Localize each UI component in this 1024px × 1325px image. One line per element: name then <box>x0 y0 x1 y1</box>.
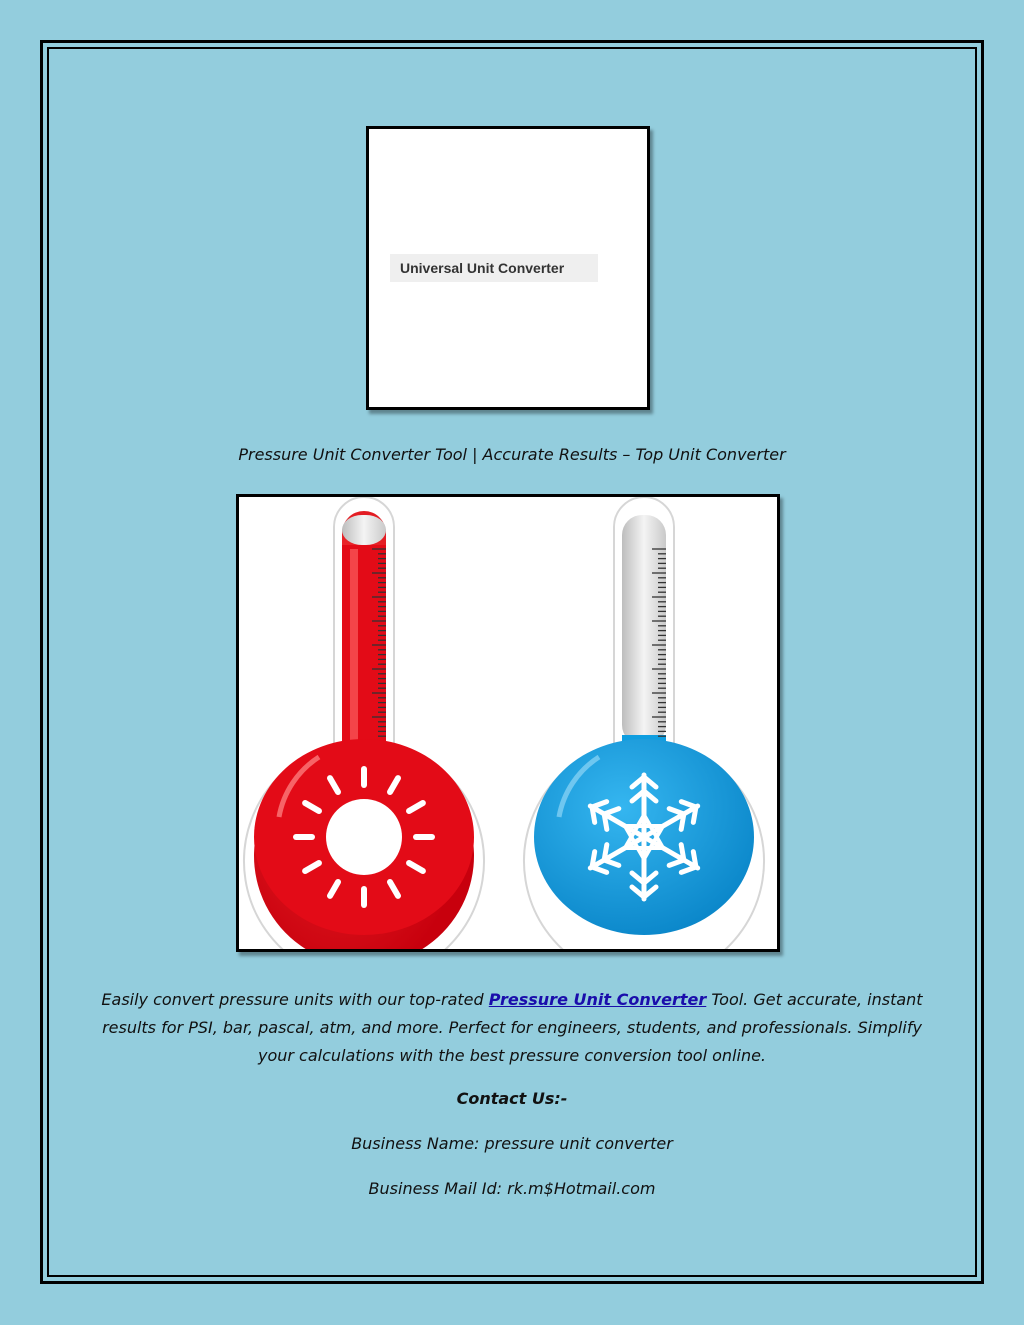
hot-thermometer <box>244 497 484 949</box>
logo-label: Universal Unit Converter <box>390 254 598 282</box>
business-mail: Business Mail Id: rk.m$Hotmail.com <box>368 1179 656 1198</box>
logo-image <box>366 126 650 410</box>
image-caption: Pressure Unit Converter Tool | Accurate Results – Top Unit Converter <box>238 445 786 464</box>
contact-heading: Contact Us:- <box>456 1089 568 1108</box>
thermometers-svg <box>239 497 777 949</box>
description-text-before: Easily convert pressure units with our top-rated <box>101 990 489 1009</box>
description-text-after: Tool. Get accurate, instant results for PSI, bar, pascal, atm, and more. Perfect for engineers, students, and professionals. Simplify your calculations with the best pressure conversion tool online. <box>102 990 923 1065</box>
business-name: Business Name: pressure unit converter <box>351 1134 673 1153</box>
cold-thermometer <box>524 497 764 949</box>
pressure-unit-converter-link[interactable]: Pressure Unit Converter <box>488 990 707 1009</box>
thermometer-illustration <box>236 494 780 952</box>
description-paragraph <box>100 986 924 1070</box>
